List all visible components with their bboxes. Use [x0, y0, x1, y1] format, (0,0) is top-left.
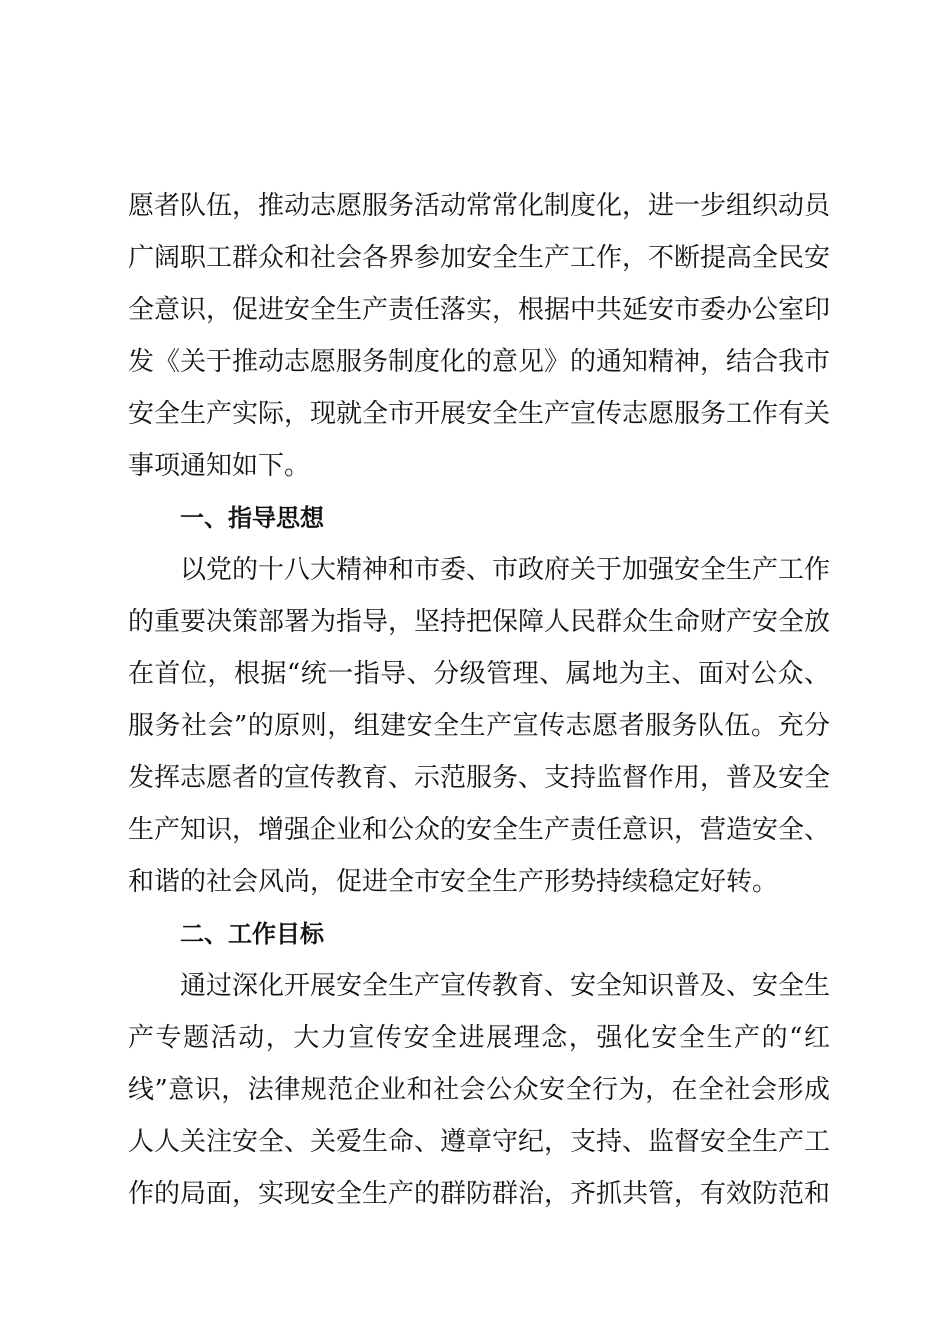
text-line: 事项通知如下。 [128, 451, 311, 481]
text-line: 和谐的社会风尚，促进全市安全生产形势持续稳定好转。 [128, 867, 779, 897]
text-line: 产专题活动，大力宣传安全进展理念，强化安全生产的“红 [128, 1023, 830, 1053]
text-line: 发《关于推动志愿服务制度化的意见》的通知精神，结合我市 [128, 347, 831, 377]
text-line: 以党的十八大精神和市委、市政府关于加强安全生产工作 [180, 555, 831, 585]
text-line: 作的局面，实现安全生产的群防群治，齐抓共管，有效防范和 [128, 1179, 831, 1209]
text-line: 线”意识，法律规范企业和社会公众安全行为，在全社会形成 [128, 1075, 830, 1105]
document-body [128, 180, 830, 1220]
text-line: 安全生产实际，现就全市开展安全生产宣传志愿服务工作有关 [128, 399, 831, 429]
text-line: 发挥志愿者的宣传教育、示范服务、支持监督作用，普及安全 [128, 763, 831, 793]
section-heading-guiding-ideology: 一、指导思想 [180, 504, 324, 532]
text-line: 人人关注安全、关爱生命、遵章守纪，支持、监督安全生产工 [128, 1127, 831, 1157]
text-line: 全意识，促进安全生产责任落实，根据中共延安市委办公室印 [128, 295, 831, 325]
text-line: 愿者队伍，推动志愿服务活动常常化制度化，进一步组织动员 [128, 191, 831, 221]
text-line: 通过深化开展安全生产宣传教育、安全知识普及、安全生 [180, 971, 831, 1001]
text-line: 生产知识，增强企业和公众的安全生产责任意识，营造安全、 [128, 815, 831, 845]
text-line: 广阔职工群众和社会各界参加安全生产工作，不断提高全民安 [128, 243, 831, 273]
paragraph-3 [128, 960, 830, 1220]
text-line: 在首位，根据“统一指导、分级管理、属地为主、面对公众、 [128, 659, 830, 689]
text-line: 服务社会”的原则，组建安全生产宣传志愿者服务队伍。充分 [128, 711, 830, 741]
paragraph-1 [128, 180, 830, 492]
paragraph-2 [128, 544, 830, 908]
text-line: 的重要决策部署为指导，坚持把保障人民群众生命财产安全放 [128, 607, 831, 637]
section-heading-work-goals: 二、工作目标 [180, 920, 324, 948]
